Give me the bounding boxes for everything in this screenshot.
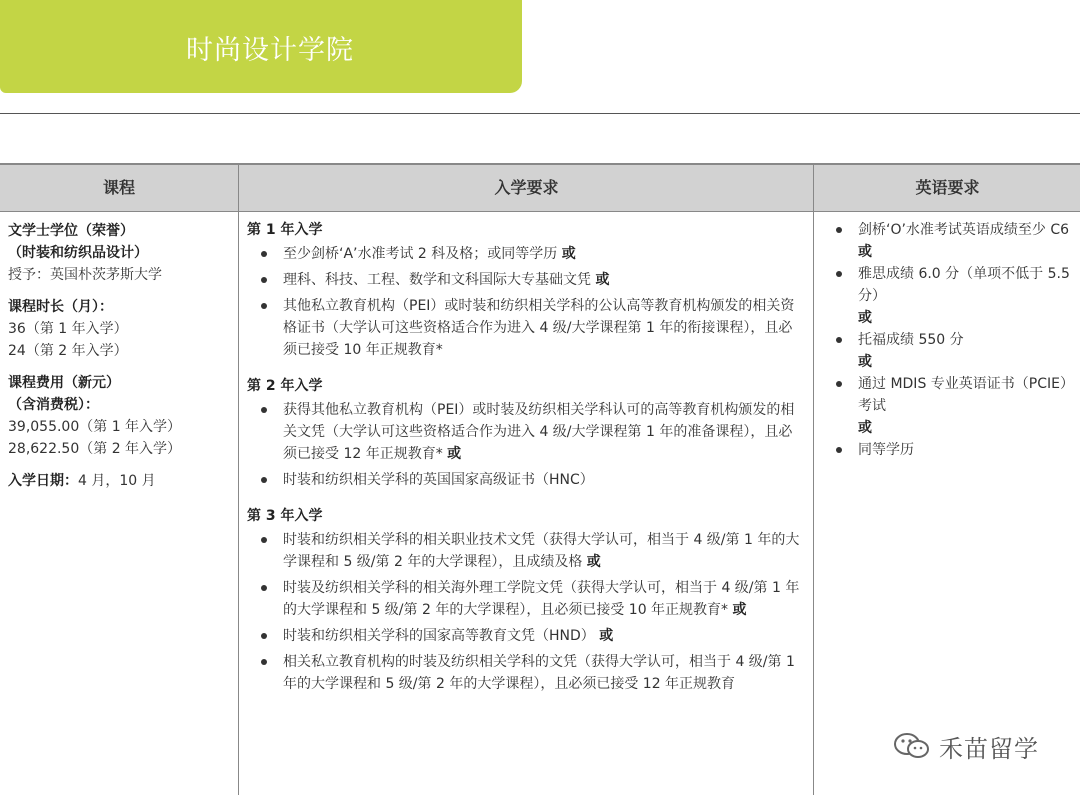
degree-title: 文学士学位（荣誉） — [8, 223, 134, 239]
admission-requirements — [239, 212, 814, 695]
requirement-list — [247, 529, 814, 695]
requirement-text: 时装和纺织相关学科的国家高等教育文凭（HND） — [283, 628, 595, 644]
or-connector: 或 — [599, 628, 614, 644]
english-column — [813, 163, 1080, 795]
english-requirements — [814, 212, 1080, 461]
admission-section — [247, 219, 814, 361]
requirement-list — [247, 243, 814, 361]
requirement-text: 获得其他私立教育机构（PEI）或时装及纺织相关学科认可的高等教育机构颁发的相关文凭（大学认可这些资格适合作为进入 4 级/大学课程第 1 年的准备课程），且必须已接受 12 年正规教育* — [283, 402, 795, 462]
header-course: 课程 — [0, 163, 238, 212]
degree-subtitle: （时装和纺织品设计） — [8, 245, 148, 261]
list-item — [247, 243, 814, 265]
requirement-text: 时装及纺织相关学科的相关海外理工学院文凭（获得大学认可，相当于 4 级/第 1 年的大学课程和 5 级/第 2 年的大学课程），且必须已接受 10 年正规教育* — [283, 580, 800, 618]
duration-year1: 36（第 1 年入学） — [8, 321, 128, 337]
list-item: 托福成绩 550 分 — [814, 329, 1080, 351]
list-item — [247, 651, 814, 695]
list-item — [247, 469, 814, 491]
divider — [0, 113, 1080, 114]
course-table — [0, 163, 1080, 795]
section-title: 第 2 年入学 — [247, 378, 323, 394]
requirement-text: 至少剑桥‘A’水准考试 2 科及格；或同等学历 — [283, 246, 558, 262]
list-item — [247, 529, 814, 573]
requirement-text: 时装和纺织相关学科的英国国家高级证书（HNC） — [283, 472, 594, 488]
or-connector: 或 — [858, 310, 872, 326]
or-connector: 或 — [447, 446, 462, 462]
fee-year1: 39,055.00（第 1 年入学） — [8, 419, 182, 435]
watermark-text: 禾苗留学 — [939, 734, 1039, 763]
list-item — [247, 399, 814, 465]
admission-section — [247, 505, 814, 695]
header-english: 英语要求 — [814, 163, 1080, 212]
intake-dates — [8, 470, 238, 492]
fee-year2: 28,622.50（第 2 年入学） — [8, 441, 182, 457]
list-item — [247, 577, 814, 621]
or-connector: 或 — [858, 420, 872, 436]
or-connector: 或 — [595, 272, 610, 288]
list-item: 同等学历 — [814, 439, 1080, 461]
wechat-icon — [893, 732, 931, 760]
admission-column — [238, 163, 814, 795]
requirement-list — [247, 399, 814, 491]
requirement-text: 相关私立教育机构的时装及纺织相关学科的文凭（获得大学认可，相当于 4 级/第 1 年的大学课程和 5 级/第 2 年的大学课程），且必须已接受 12 年正规教育 — [283, 654, 795, 692]
duration-year2: 24（第 2 年入学） — [8, 343, 128, 359]
list-item: 雅思成绩 6.0 分（单项不低于 5.5 分） — [814, 263, 1080, 307]
course-info — [0, 212, 238, 492]
awarded-by: 授予：英国朴茨茅斯大学 — [8, 267, 162, 283]
or-connector: 或 — [858, 354, 872, 370]
header-admission: 入学要求 — [239, 163, 814, 212]
or-connector: 或 — [561, 246, 576, 262]
page-title: 时尚设计学院 — [186, 35, 354, 66]
list-item — [247, 295, 814, 361]
fee-tax-label: （含消费税）： — [8, 397, 99, 413]
or-connector: 或 — [732, 602, 747, 618]
section-title: 第 3 年入学 — [247, 508, 323, 524]
or-connector: 或 — [858, 244, 872, 260]
admission-section — [247, 375, 814, 491]
requirement-text: 其他私立教育机构（PEI）或时装和纺织相关学科的公认高等教育机构颁发的相关资格证书（大学认可这些资格适合作为进入 4 级/大学课程第 1 年的衔接课程），且必须已接受 10 年正规教育* — [283, 298, 795, 358]
list-item — [247, 625, 814, 647]
section-title: 第 1 年入学 — [247, 222, 323, 238]
list-item: 通过 MDIS 专业英语证书（PCIE）考试 — [814, 373, 1080, 417]
intake-label: 入学日期： — [8, 473, 78, 489]
watermark — [893, 730, 1039, 762]
duration-label: 课程时长（月）： — [8, 299, 113, 315]
requirement-text: 时装和纺织相关学科的相关职业技术文凭（获得大学认可，相当于 4 级/第 1 年的大学课程和 5 级/第 2 年的大学课程），且成绩及格 — [283, 532, 800, 570]
requirement-text: 理科、科技、工程、数学和文科国际大专基础文凭 — [283, 272, 591, 288]
course-column — [0, 163, 238, 795]
or-connector: 或 — [586, 554, 601, 570]
list-item — [247, 269, 814, 291]
fee-label: 课程费用（新元） — [8, 375, 120, 391]
intake-value: 4 月，10 月 — [78, 473, 156, 489]
list-item: 剑桥‘O’水准考试英语成绩至少 C6 — [814, 219, 1080, 241]
